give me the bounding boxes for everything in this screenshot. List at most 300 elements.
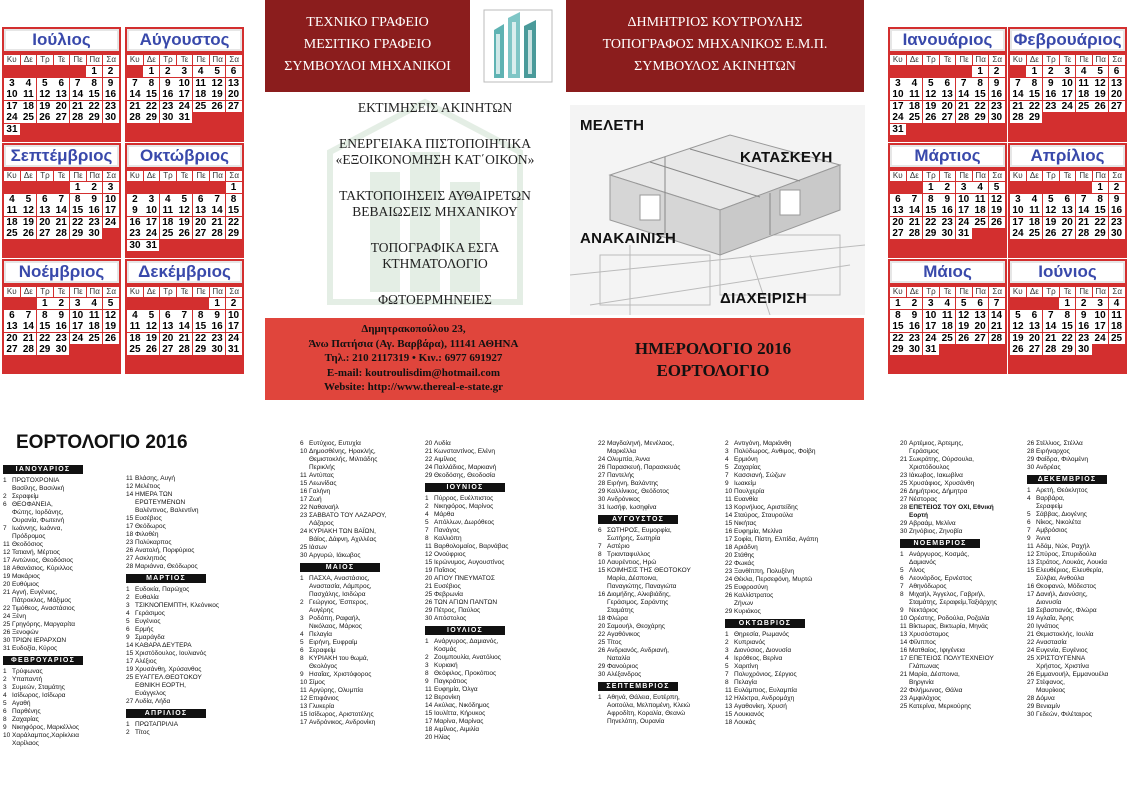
day-cell: 15 <box>890 321 906 332</box>
day-cell <box>906 124 922 135</box>
names: ΣΑΒΒΑΤΟ ΤΟΥ ΛΑΖΑΡΟΥ, <box>309 512 387 519</box>
day-number: 25 <box>1027 655 1035 662</box>
names: Σεβαστιανός, Φλώρα <box>1036 607 1097 614</box>
name-day-entry <box>1027 503 1127 511</box>
names: Φιλοθέη <box>135 531 159 538</box>
names: Ευάγγελος <box>135 690 166 697</box>
day-cell <box>972 344 988 355</box>
name-day-entry <box>725 552 825 560</box>
week-row <box>1010 194 1125 206</box>
day-number: 5 <box>900 567 904 574</box>
day-cell <box>103 124 119 135</box>
names: Παρασκευή, Παρασκευάς <box>607 464 681 471</box>
day-cell: 7 <box>1043 310 1059 321</box>
day-cell: 12 <box>989 194 1005 205</box>
names: ΘΕΟΦΑΝΕΙΑ, <box>12 501 53 508</box>
day-cell <box>989 124 1005 135</box>
day-cell: 26 <box>923 112 939 123</box>
weekday-name: Τρ <box>37 287 53 297</box>
name-day-entry <box>300 615 400 623</box>
weekday-name: Δε <box>1027 287 1043 297</box>
day-cell <box>1092 112 1108 123</box>
day-cell: 2 <box>53 298 69 309</box>
names: Φωκάς <box>734 560 755 567</box>
names: Αυγέρης <box>309 607 334 614</box>
day-cell: 17 <box>1059 89 1075 100</box>
day-cell <box>956 66 972 77</box>
day-cell: 25 <box>1109 333 1125 344</box>
weekday-name: Κυ <box>890 287 906 297</box>
day-number: 25 <box>300 544 308 551</box>
week-row <box>127 344 242 356</box>
day-number: 14 <box>126 491 134 498</box>
day-cell <box>890 182 906 193</box>
day-number: 15 <box>126 515 134 522</box>
day-number: 10 <box>900 615 908 622</box>
month-heading: ΙΟΥΝΙΟΣ <box>425 483 505 492</box>
month-calendar <box>125 143 244 258</box>
name-day-entry <box>126 547 226 555</box>
names: Βαρθολομαίος, Βαρνάβας <box>434 543 509 550</box>
names: Αιμίλιος, Αιμιλία <box>434 726 480 733</box>
day-cell: 9 <box>939 194 955 205</box>
day-number <box>126 690 135 698</box>
name-day-entry <box>900 631 1000 639</box>
day-number: 3 <box>725 647 729 654</box>
names: Μελέτιος <box>135 483 161 490</box>
day-cell: 24 <box>4 112 20 123</box>
day-cell: 27 <box>939 112 955 123</box>
day-cell: 29 <box>1026 112 1042 123</box>
name-days-section <box>0 410 1128 800</box>
names: Ευανθία <box>734 496 758 503</box>
day-cell <box>127 298 143 309</box>
name-day-entry <box>126 539 226 547</box>
name-day-entry <box>598 535 698 543</box>
weekday-name: Τρ <box>1043 287 1059 297</box>
names: Τιμόθεος, Αναστάσιος <box>12 605 75 612</box>
calendar-title-block <box>562 318 864 400</box>
day-number: 18 <box>725 719 733 726</box>
day-number <box>1027 575 1036 583</box>
day-cell: 31 <box>4 124 20 135</box>
weekday-name: Πε <box>193 55 209 65</box>
day-number: 9 <box>126 634 130 641</box>
day-cell: 26 <box>956 333 972 344</box>
weekday-name: Τρ <box>37 55 53 65</box>
weekday-name: Τε <box>940 55 956 65</box>
name-day-entry <box>598 718 698 726</box>
day-number: 2 <box>126 729 130 736</box>
day-cell: 25 <box>972 217 988 228</box>
names: Τίτος <box>607 639 622 646</box>
names: Σμαράγδα <box>135 634 165 641</box>
names: ΣΩΤΗΡΟΣ, Ευμορφία, <box>607 527 672 534</box>
day-cell: 19 <box>1010 333 1026 344</box>
names: Μαριάννα, Θεόδωρος <box>135 563 198 570</box>
weekday-name: Δε <box>1027 55 1043 65</box>
engineer-name: ΔΗΜΗΤΡΙΟΣ ΚΟΥΤΡΟΥΛΗΣ <box>627 15 803 30</box>
month-heading: ΣΕΠΤΕΜΒΡΙΟΣ <box>598 682 678 691</box>
name-day-entry <box>900 623 1000 631</box>
day-cell: 5 <box>1092 66 1108 77</box>
names: ΤΩΝ ΑΓΙΩΝ ΠΑΝΤΩΝ <box>434 599 498 606</box>
day-cell: 10 <box>70 310 86 321</box>
weekday-name: Κυ <box>890 171 906 181</box>
name-day-entry <box>598 647 698 655</box>
day-cell <box>1043 298 1059 309</box>
name-day-entry <box>598 583 698 591</box>
name-day-entry <box>1027 487 1127 495</box>
weekday-name: Κυ <box>127 171 143 181</box>
weekday-name: Τε <box>940 287 956 297</box>
week-row <box>1010 112 1125 124</box>
day-number: 30 <box>1027 711 1035 718</box>
name-day-entry <box>1027 495 1127 503</box>
day-cell: 24 <box>143 228 159 239</box>
day-cell: 21 <box>127 101 143 112</box>
weekday-header <box>1010 287 1125 297</box>
day-cell: 26 <box>37 112 53 123</box>
names: Αδάμ, Νώε, Ραχήλ <box>1036 543 1090 550</box>
day-cell: 11 <box>972 194 988 205</box>
name-day-entry <box>425 456 525 464</box>
day-number: 17 <box>425 718 433 725</box>
contact-block <box>265 318 562 400</box>
names: Διονυσία <box>1036 599 1062 606</box>
day-cell <box>1076 182 1092 193</box>
name-day-entry <box>126 658 226 666</box>
day-cell <box>1059 182 1075 193</box>
day-number: 11 <box>725 687 732 694</box>
weekday-name: Τε <box>54 287 70 297</box>
day-cell: 11 <box>127 321 143 332</box>
name-day-entry <box>425 654 525 662</box>
day-cell: 18 <box>4 217 20 228</box>
weekday-name: Κυ <box>1010 171 1026 181</box>
weekday-name: Τρ <box>923 287 939 297</box>
day-number: 10 <box>725 488 733 495</box>
name-day-entry <box>598 671 698 679</box>
weekday-name: Σα <box>989 55 1005 65</box>
day-number <box>126 682 135 690</box>
day-number <box>300 623 309 631</box>
names: Αντιγόνη, Μαριάνθη <box>734 440 792 447</box>
day-cell <box>103 228 119 239</box>
weekday-name: Τε <box>177 171 193 181</box>
day-cell: 19 <box>176 217 192 228</box>
names: Χαράλαμπος,Χαρίκλεια <box>12 732 79 739</box>
day-cell: 14 <box>906 205 922 216</box>
names: ΠΡΩΤΑΠΡΙΛΙΑ <box>135 721 179 728</box>
name-day-entry <box>425 638 525 646</box>
names: Ματθαίος, Ιφιγένεια <box>909 647 965 654</box>
day-number: 5 <box>1027 511 1031 518</box>
day-number: 15 <box>1027 567 1035 574</box>
day-cell: 21 <box>70 101 86 112</box>
day-number: 7 <box>1027 527 1031 534</box>
day-cell: 14 <box>956 89 972 100</box>
day-cell: 6 <box>890 194 906 205</box>
weekday-name: Σα <box>1109 287 1125 297</box>
weekday-name: Τρ <box>160 171 176 181</box>
day-cell: 5 <box>956 298 972 309</box>
names: Ευφημία, Μελίνα <box>734 528 783 535</box>
day-number <box>900 663 909 671</box>
day-number: 12 <box>126 483 134 490</box>
name-day-entry <box>3 724 103 732</box>
day-cell <box>37 124 53 135</box>
day-number: 26 <box>1027 671 1035 678</box>
names: ΧΡΙΣΤΟΥΓΕΝΝΑ <box>1036 655 1086 662</box>
day-cell: 8 <box>972 78 988 89</box>
day-number: 9 <box>900 607 904 614</box>
day-cell: 7 <box>906 194 922 205</box>
day-cell: 6 <box>1059 194 1075 205</box>
names: Σωκράτης, Ούρσουλα, <box>909 456 974 463</box>
day-cell: 24 <box>176 101 192 112</box>
day-cell: 10 <box>1059 78 1075 89</box>
day-cell <box>86 124 102 135</box>
name-day-entry <box>900 528 1000 536</box>
day-cell: 8 <box>923 194 939 205</box>
week-row <box>4 217 119 229</box>
day-cell <box>956 344 972 355</box>
day-cell: 11 <box>86 310 102 321</box>
names: Πύρρος, Ευέλπιστος <box>434 495 494 502</box>
names: Αβραάμ, Μελίνα <box>909 520 956 527</box>
week-row <box>4 182 119 194</box>
names: Φώτης, Ιορδάνης, <box>12 509 64 516</box>
name-day-entry <box>300 663 400 671</box>
day-cell: 15 <box>923 205 939 216</box>
weekday-header <box>4 55 119 65</box>
day-number <box>3 533 12 541</box>
day-number: 4 <box>126 610 130 617</box>
day-number: 14 <box>425 702 433 709</box>
day-cell <box>1109 112 1125 123</box>
day-number: 25 <box>900 480 908 487</box>
name-day-entry <box>1027 711 1127 719</box>
name-day-entry <box>300 552 400 560</box>
day-number: 17 <box>1027 591 1035 598</box>
office-line-1: ΤΕΧΝΙΚΟ ΓΡΑΦΕΙΟ <box>306 15 429 30</box>
names: Βάϊος, Δάφνη, Αχιλλέας <box>309 536 377 543</box>
name-day-entry <box>425 686 525 694</box>
name-day-entry <box>126 626 226 634</box>
day-cell: 5 <box>143 310 159 321</box>
week-row <box>4 333 119 345</box>
names: Ορέστης, Ροδούλα, Ροζαλία <box>909 615 990 622</box>
day-cell: 10 <box>176 78 192 89</box>
name-day-entry <box>3 581 103 589</box>
day-cell <box>37 182 53 193</box>
day-number: 25 <box>3 621 11 628</box>
day-number: 10 <box>300 448 308 455</box>
name-day-entry <box>425 662 525 670</box>
day-cell: 12 <box>20 205 36 216</box>
day-cell: 18 <box>939 321 955 332</box>
day-cell: 16 <box>939 205 955 216</box>
day-number: 1 <box>300 575 304 582</box>
week-row <box>127 310 242 322</box>
day-cell: 1 <box>890 298 906 309</box>
day-cell: 17 <box>143 217 159 228</box>
names: Ανδριανός, Ανδριανή, <box>607 647 669 654</box>
names: Ευσέβιος <box>135 515 162 522</box>
name-day-entry <box>300 639 400 647</box>
week-row <box>890 124 1005 136</box>
day-cell: 31 <box>956 228 972 239</box>
names: Ακύλας, Νικόδημος <box>434 702 490 709</box>
website[interactable]: Website: http://www.thereal-e-state.gr <box>323 381 504 393</box>
name-day-entry <box>300 671 400 679</box>
day-cell: 9 <box>103 78 119 89</box>
names: Πάτροκλος, Μάξιμος <box>12 597 72 604</box>
week-row <box>890 78 1005 90</box>
name-day-entry <box>126 690 226 698</box>
name-day-entry <box>425 464 525 472</box>
day-number: 11 <box>425 686 432 693</box>
weekday-name: Κυ <box>127 55 143 65</box>
day-number: 25 <box>425 591 433 598</box>
day-cell: 3 <box>70 298 86 309</box>
names: Ειρήνη, Ευφραίμ <box>309 639 358 646</box>
day-cell: 1 <box>37 298 53 309</box>
day-number: 24 <box>725 576 733 583</box>
name-day-entry <box>725 655 825 663</box>
month-heading: ΜΑΡΤΙΟΣ <box>126 574 206 583</box>
day-cell: 21 <box>989 321 1005 332</box>
day-number <box>900 679 909 687</box>
name-day-entry <box>725 687 825 695</box>
week-row <box>890 310 1005 322</box>
day-number: 30 <box>425 615 433 622</box>
service-energy: ΕΝΕΡΓΕΙΑΚΑ ΠΙΣΤΟΠΟΙΗΤΙΚΑ «ΕΞΟΙΚΟΝΟΜΗΣΗ ΚΑΤ΄ΟΙΚΟΝ» <box>335 136 535 167</box>
day-cell: 23 <box>86 217 102 228</box>
weekday-name: Σα <box>1109 171 1125 181</box>
day-cell <box>4 182 20 193</box>
name-day-entry <box>725 711 825 719</box>
day-number: 8 <box>900 591 904 598</box>
day-cell: 26 <box>1043 228 1059 239</box>
day-cell: 6 <box>939 78 955 89</box>
name-day-entry <box>300 623 400 631</box>
names: Λυδία, Λήδα <box>135 698 171 705</box>
names: Ευθύμιος <box>12 581 39 588</box>
name-day-entry <box>598 551 698 559</box>
names: Γλάπωνας <box>909 663 940 670</box>
weekday-name: Πε <box>70 171 86 181</box>
names: Ολυμπία, Άννα <box>607 456 650 463</box>
names: Αργυρώ, Ιάκωβος <box>309 552 361 559</box>
day-number <box>598 575 607 583</box>
names: Λάζαρος <box>309 520 334 527</box>
names: Αγνή, Ευγένιος, <box>12 589 58 596</box>
email[interactable]: E-mail: koutroulisdim@hotmail.com <box>326 366 501 379</box>
day-cell: 25 <box>160 228 176 239</box>
name-day-entry <box>900 496 1000 504</box>
day-cell: 27 <box>972 333 988 344</box>
name-day-entry <box>126 721 226 729</box>
day-cell: 15 <box>1092 205 1108 216</box>
names: Τίτος <box>135 729 150 736</box>
weekday-name: Τρ <box>923 171 939 181</box>
day-cell <box>193 112 209 123</box>
day-number: 14 <box>900 639 908 646</box>
month-name: Σεπτέμβριος <box>4 145 119 167</box>
day-cell: 21 <box>906 217 922 228</box>
day-cell: 31 <box>923 344 939 355</box>
day-number: 1 <box>126 721 130 728</box>
day-number: 7 <box>3 525 7 532</box>
day-cell: 16 <box>103 89 119 100</box>
day-number: 20 <box>900 440 908 447</box>
day-cell: 12 <box>209 78 225 89</box>
name-day-entry <box>725 528 825 536</box>
day-number <box>1027 503 1036 511</box>
service-legalisation: ΤΑΚΤΟΠΟΙΗΣΕΙΣ ΑΥΘΑΙΡΕΤΩΝ ΒΕΒΑΙΩΣΕΙΣ ΜΗΧΑΝΙΚΟΥ <box>339 188 531 219</box>
weekday-header <box>890 55 1005 65</box>
week-row <box>1010 228 1125 240</box>
day-cell: 26 <box>1092 101 1108 112</box>
names: Ευφημία, Όλγα <box>434 686 478 693</box>
week-row <box>890 344 1005 356</box>
day-cell: 17 <box>1092 321 1108 332</box>
names: Βίκτωρας, Βικτωρία, Μηνάς <box>909 623 989 630</box>
day-cell: 16 <box>906 321 922 332</box>
day-cell: 14 <box>209 205 225 216</box>
name-day-entry <box>1027 511 1127 519</box>
name-day-entry <box>598 663 698 671</box>
day-number: 24 <box>425 464 433 471</box>
names: ΚΥΡΙΑΚΗ ΤΩΝ ΒΑΪΩΝ, <box>309 528 376 535</box>
names: Ιγνάτιος <box>1036 623 1059 630</box>
names: Πέτρος, Παύλος <box>434 607 481 614</box>
names: Βλάσης, Αυγή <box>135 475 176 482</box>
day-cell: 25 <box>20 112 36 123</box>
day-cell: 7 <box>1076 194 1092 205</box>
names: ΤΡΙΩΝ ΙΕΡΑΡΧΩΝ <box>12 637 67 644</box>
week-row <box>890 101 1005 113</box>
day-number: 5 <box>725 464 729 471</box>
day-number: 16 <box>598 591 606 598</box>
weekday-name: Πα <box>1093 55 1109 65</box>
day-cell: 5 <box>176 194 192 205</box>
day-cell: 20 <box>160 333 176 344</box>
name-day-entry <box>425 591 525 599</box>
names: Αγαθόνικος <box>607 631 641 638</box>
day-number <box>1027 687 1036 695</box>
names: Σεραφείμ <box>309 647 336 654</box>
day-number: 26 <box>126 547 134 554</box>
day-cell <box>939 66 955 77</box>
day-number: 11 <box>1027 543 1034 550</box>
day-number: 28 <box>598 480 606 487</box>
weekday-name: Πα <box>87 287 103 297</box>
day-cell: 13 <box>53 89 69 100</box>
names: Κωνσταντίνος, Ελένη <box>434 448 496 455</box>
names: Γεδεών, Φιλέταιρος <box>1036 711 1092 718</box>
name-day-entry <box>1027 567 1127 575</box>
week-row <box>4 321 119 333</box>
name-day-entry <box>300 607 400 615</box>
week-row <box>127 217 242 229</box>
names: ΕΡΩΤΕΥΜΕΝΩΝ <box>135 499 186 506</box>
day-cell: 14 <box>1010 89 1026 100</box>
day-cell: 24 <box>103 217 119 228</box>
name-day-entry <box>300 687 400 695</box>
